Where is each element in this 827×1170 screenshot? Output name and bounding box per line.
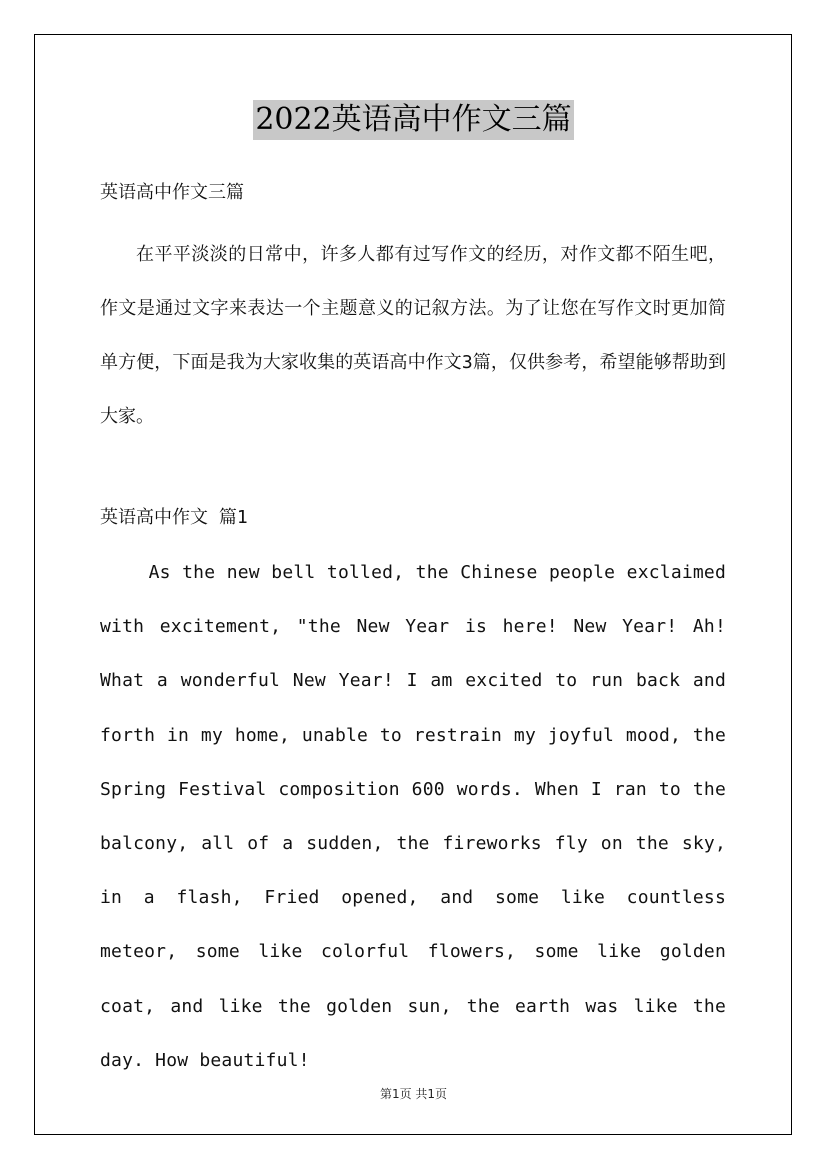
section-1-body: As the new bell tolled, the Chinese people exclaimed with excitement, "the New Year is here! New Year! Ah! What a wonderful New Year! I am excited to run back and forth in my home, unable to restrain my joyful mood, the Spring Festival composition 600 words. When I ran to the balcony, all of a sudden, the fireworks fly on the sky, in a flash, Fried opened, and some like countless meteor, some like colorful flowers, some like golden coat, and like the golden sun, the earth was like the day. How beautiful! [100, 562, 726, 1071]
document-subtitle: 英语高中作文三篇 [100, 182, 244, 203]
title-container [0, 100, 827, 140]
document-title: 2022英语高中作文三篇 [253, 100, 573, 140]
page-footer: 第1页 共1页 [379, 1087, 448, 1101]
section-1-heading: 英语高中作文 篇1 [100, 507, 248, 528]
intro-paragraph: 在平平淡淡的日常中，许多人都有过写作文的经历，对作文都不陌生吧，作文是通过文字来表达一个主题意义的记叙方法。为了让您在写作文时更加简单方便，下面是我为大家收集的英语高中作文3篇，仅供参考，希望能够帮助到大家。 [100, 244, 726, 427]
